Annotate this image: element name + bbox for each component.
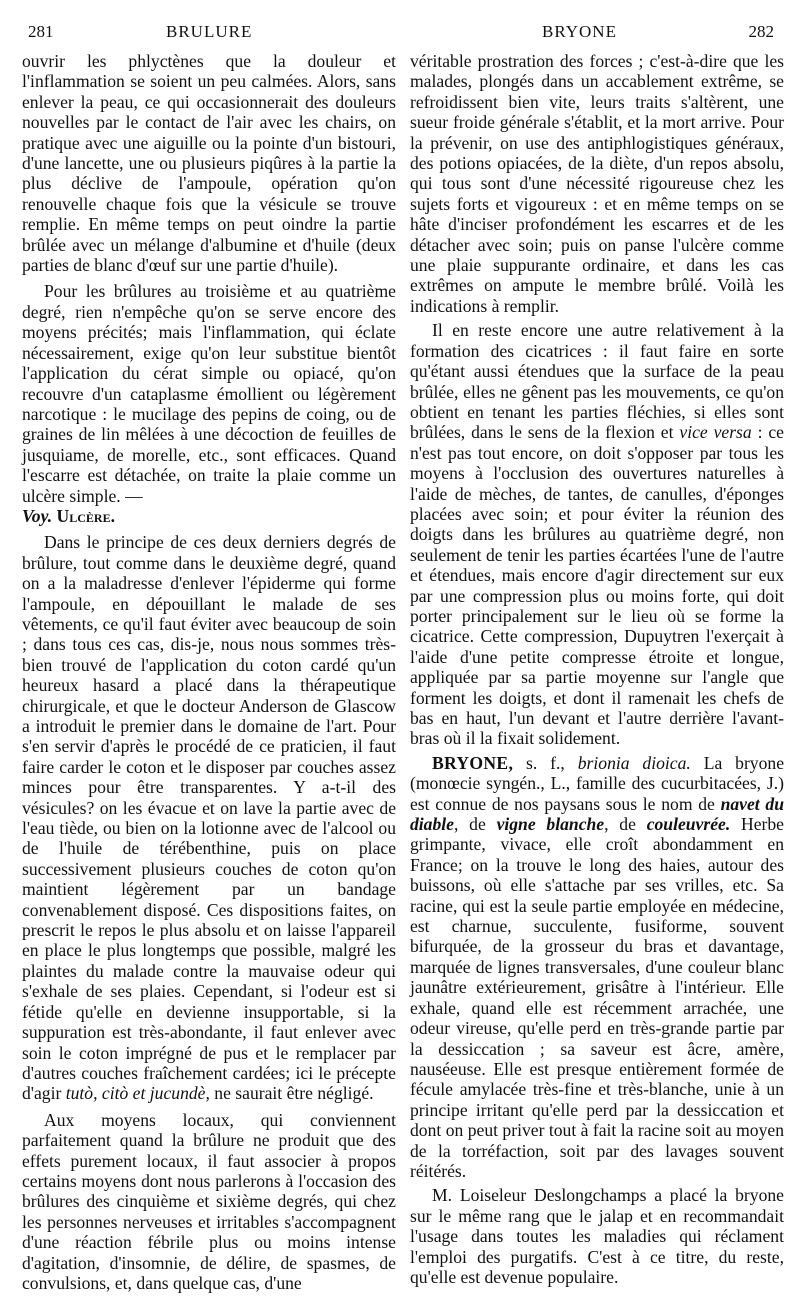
entry-headword: BRYONE, — [432, 752, 514, 773]
entry-grammar: s. f., — [526, 752, 565, 773]
paragraph: ouvrir les phlyctènes que la douleur et l'inflammation se soient un peu calmées. Alors, sans enlever la peau, ce qui occasionnerait des douleurs nouvelles par le contact de l'air avec les chairs, on pratique avec une aiguille ou la pointe d'un bistouri, d'une lancette, une ou plusieurs piqûres à la partie la plus déclive de l'ampoule, opération qu'on renouvelle chaque fois que la vésicule se trouve remplie. En même temps on peut oindre la partie brûlée avec un mélange d'albumine et d'huile (deux parties de blanc d'œuf sur une partie d'huile). — [22, 51, 396, 276]
left-page-number: 281 — [28, 22, 54, 41]
common-name: couleuvrée. — [646, 814, 731, 835]
paragraph-text: ne saurait être négligé. — [214, 1083, 374, 1104]
paragraph-text: Il en reste encore une autre relativement à la formation des cicatrices : il faut faire en sorte qu'étant aussi étendues que la surface de la peau brûlée, elles ne gênent pas les mouvements, ce qu'on obtient en tenant les parties fléchies, si elles sont brûlées, dans le sens de la flexion et — [410, 320, 784, 443]
paragraph — [22, 532, 396, 1103]
right-column — [410, 51, 784, 1287]
entry-latin-name: brionia dioica. — [577, 752, 691, 773]
paragraph: M. Loiseleur Deslongchamps a placé la bryone sur le même rang que le jalap et en recommandait l'usage dans toutes les maladies qui réclament l'emploi des purgatifs. C'est à ce titre, du reste, qu'elle est devenue populaire. — [410, 1185, 784, 1287]
right-page-number: 282 — [748, 22, 774, 41]
paragraph: Aux moyens locaux, qui conviennent parfaitement quand la brûlure ne produit que des effets purement locaux, il faut associer à propos certains moyens dont nous parlerons à l'occasion des brûlures des cinquième et sixième degrés, qui chez les personnes nerveuses et irritables s'accompagnent d'une réaction fébrile plus ou moins intense d'agitation, d'insomnie, de délire, de spasmes, de convulsions, et, dans quelque cas, d'une — [22, 1109, 396, 1293]
cross-reference: Ulcère. — [56, 505, 115, 526]
paragraph-text: Pour les brûlures au troisième et au quatrième degré, rien n'empêche qu'on se serve encore des moyens précités; mais l'inflammation, qui éclate nécessairement, exige qu'on leur substitue bientôt l'application du cérat simple ou opiacé, qu'on recouvre d'un cataplasme émollient ou légèrement narcotique : le mucilage des pepins de coing, ou de graines de lin mêlées à une décoction de feuilles de jusquiame, de morelle, etc., sont efficaces. Quand l'escarre est détachée, on traite la plaie comme un ulcère simple. — — [22, 281, 396, 506]
see-also-label: Voy. — [22, 505, 53, 526]
paragraph-text: : ce n'est pas tout encore, on doit s'opposer par tous les moyens à l'occlusion des ouvertures naturelles à l'aide de mèches, de tantes, de canulles, d'éponges placées avec soin; et pour éviter la réunion des doigts dans les brûlures au quatrième degré, non seulement de tenir les parties écartées l'une de l'autre et étendues, mais encore d'agir directement sur eux par une compression plus ou moins forte, qui doit porter principalement sur le lieu où se forme la cicatrice. Cette compression, Dupuytren l'exerçait à l'aide d'une petite compresse étroite et longue, appliquée par sa partie moyenne sur l'angle que forment les doigts, et dont il ramenait les chefs de bas en haut, l'un devant et l'autre derrière l'avant-bras où il la fixait solidement. — [410, 422, 784, 749]
latin-phrase: tutò, citò et jucundè, — [65, 1083, 210, 1104]
dictionary-entry — [410, 753, 784, 1182]
common-name: navet du diable — [410, 793, 784, 835]
paragraph: véritable prostration des forces ; c'est-à-dire que les malades, plongés dans un accablement extrême, se refroidissent bien vite, leurs traits s'altèrent, une sueur froide générale s'établit, et la mort arrive. Pour la prévenir, on use des antiphlogistiques généraux, des potions opiacées, de la diète, d'un repos absolu, qui tous sont d'une nécessité rigoureuse chez les sujets forts et vigoureux : et en même temps on se hâte d'inciser profondément les escarres et de les détacher avec soin; puis on panse l'ulcère comme une plaie suppurante ordinaire, et dans les cas extrêmes on ampute le membre brûlé. Voilà les indications à remplir. — [410, 51, 784, 316]
paragraph — [410, 320, 784, 749]
page-header — [22, 8, 780, 41]
common-name: vigne blanche — [496, 814, 605, 835]
paragraph-text: Dans le principe de ces deux derniers degrés de brûlure, tout comme dans le deuxième degré, quand on a la maladresse d'enlever l'épiderme qui forme l'ampoule, en dépouillant le malade de ses vêtements, ce qu'il faut éviter avec beaucoup de soin ; dans tous ces cas, dis-je, nous nous sommes très-bien trouvé de l'application du coton cardé qu'un heureux hasard a placé dans la thérapeutique chirurgicale, et que le docteur Anderson de Glascow a introduit le premier dans le domaine de l'art. Pour s'en servir d'après le procédé de ce praticien, il faut faire carder le coton et le disposer par couches assez minces pour être transparentes. Y a-t-il des vésicules? on les évacue et on lave la partie avec de l'eau tiède, ou bien on la lotionne avec de l'alcool ou de l'huile de térébenthine, puis on place successivement plusieurs couches de coton qu'on maintient légèrement par un bandage convenablement disposé. Ces dispositions faites, on prescrit le repos le plus absolu et on laisse l'appareil en place le plus longtemps que possible, malgré les plaintes du malade contre la mauvaise odeur qui s'exhale de ses plaies. Cependant, si l'odeur est si fétide qu'elle en devienne insupportable, si la suppuration est très-abondante, il faut enlever avec soin le coton imprégné de pus et le remplacer par d'autres couches fraîchement cardées; ici le précepte d'agir — [22, 532, 396, 1104]
left-column — [22, 51, 396, 1293]
entry-text: , de — [604, 814, 636, 835]
left-running-head: BRULURE — [166, 22, 253, 41]
latin-phrase: vice versa — [679, 422, 752, 443]
paragraph — [22, 281, 396, 526]
entry-text: , de — [453, 814, 486, 835]
entry-text: La bryone (monœcie syngén., L., famille des cucurbitacées, J.) est connue de nos paysans sous le nom de — [410, 752, 784, 814]
entry-text: Herbe grimpante, vivace, elle croît abondamment en France; on la trouve le long des haies, autour des buissons, où elle s'attache par ses vrilles, etc. Sa racine, qui est la seule partie employée en médecine, est charnue, succulente, fusiforme, souvent bifurquée, de la grosseur du bras et davantage, marquée de lignes transversales, d'une couleur blanc jaunâtre extérieurement, grisâtre à l'intérieur. Elle exhale, quand elle est récemment arrachée, une odeur vireuse, qu'elle perd en très-grande partie par la dessiccation ; sa saveur est âcre, amère, nauséeuse. Elle est presque entièrement formée de fécule amylacée très-fine et très-blanche, unie à un principe irritant qu'elle perd par la dessiccation et dont on peut priver tout à fait la racine soit au moyen de la torréfaction, soit par des lavages souvent réitérés. — [410, 814, 784, 1181]
right-running-head: BRYONE — [542, 22, 617, 41]
